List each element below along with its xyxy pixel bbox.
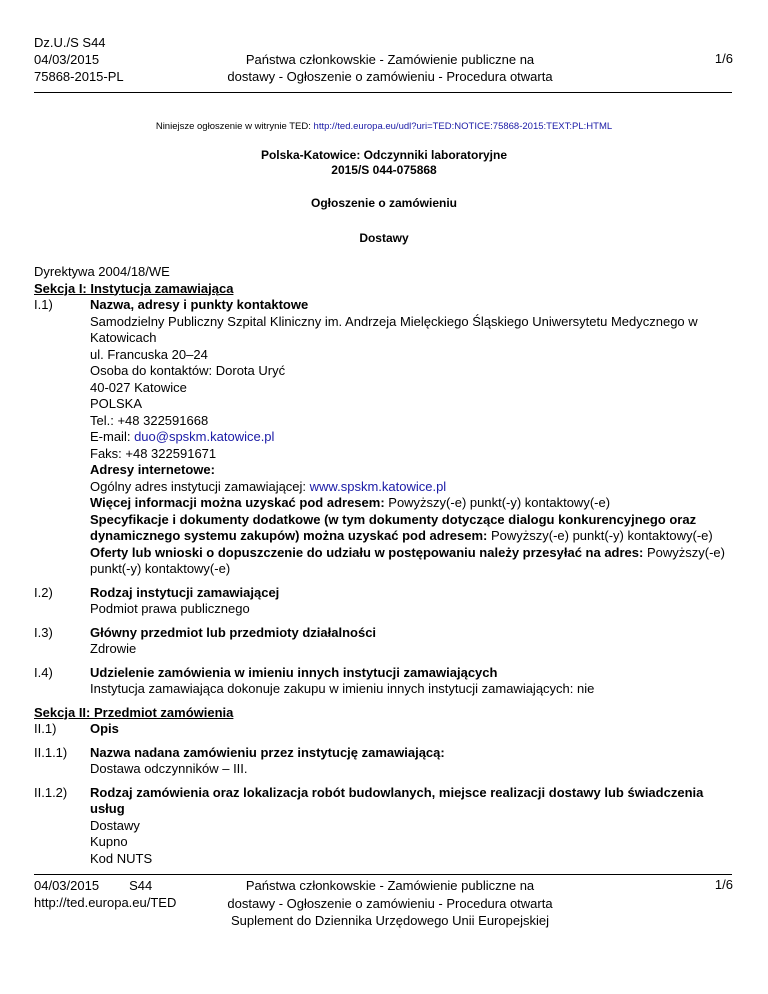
section-ii11-value: Dostawa odczynników – III.	[90, 761, 248, 776]
section-i2-number: I.2)	[34, 584, 53, 600]
section-ii1-heading: Opis	[90, 721, 119, 736]
contract-type: Dostawy	[359, 231, 409, 245]
section-ii12-heading-line1: Rodzaj zamówienia oraz lokalizacja robót budowlanych, miejsce realizacji dostawy lub świadczenia	[90, 784, 704, 800]
email-line	[90, 429, 734, 446]
email-link[interactable]: duo@spskm.katowice.pl	[134, 429, 275, 444]
section-i3-heading: Główny przedmiot lub przedmioty działalności	[90, 624, 377, 640]
section-i2-value: Podmiot prawa publicznego	[90, 601, 250, 616]
more-info-value: Powyższy(-e) punkt(-y) kontaktowy(-e)	[384, 495, 611, 510]
header-page-number: 1/6	[714, 51, 733, 66]
general-address-label: Ogólny adres instytucji zamawiającej:	[90, 478, 310, 494]
street-address: ul. Francuska 20–24	[90, 346, 208, 362]
section-ii12	[34, 785, 734, 868]
footer-page-number: 1/6	[714, 877, 733, 892]
footer-title-line1: Państwa członkowskie - Zamówienie publiczne na	[245, 878, 535, 893]
section-i3-number: I.3)	[34, 624, 53, 640]
telephone: Tel.: +48 322591668	[90, 412, 209, 428]
fax: Faks: +48 322591671	[90, 445, 217, 461]
general-address-link[interactable]: www.spskm.katowice.pl	[309, 478, 447, 494]
section-ii12-value-3: Kod NUTS	[90, 850, 153, 866]
organisation-name-line1: Samodzielny Publiczny Szpital Kliniczny im. Andrzeja Mielęckiego Śląskiego Uniwersytetu Medycznego w	[90, 313, 698, 329]
notice-body	[34, 264, 734, 867]
header-title-line2: dostawy - Ogłoszenie o zamówieniu - Procedura otwarta	[227, 69, 553, 84]
section-ii12-number: II.1.2)	[34, 784, 68, 800]
offers-label: Oferty lub wnioski o dopuszczenie do udziału w postępowaniu należy przesyłać na adres:	[90, 544, 644, 560]
ted-notice-link[interactable]: http://ted.europa.eu/udl?uri=TED:NOTICE:75868-2015:TEXT:PL:HTML	[313, 121, 613, 132]
section-ii1-number: II.1)	[34, 721, 57, 736]
more-info-label: Więcej informacji można uzyskać pod adresem:	[90, 495, 385, 510]
web-addresses-heading: Adresy internetowe:	[90, 462, 215, 477]
postal-code-city: 40-027 Katowice	[90, 379, 187, 395]
footer-issue: S44	[129, 878, 153, 893]
organisation-name-line2: Katowicach	[90, 330, 157, 345]
specifications-label-line1: Specyfikacje i dokumenty dodatkowe (w tym dokumenty dotyczące dialogu konkurencyjnego oraz	[90, 511, 697, 527]
header-date: 04/03/2015	[34, 52, 100, 67]
footer-title-line2: dostawy - Ogłoszenie o zamówieniu - Procedura otwarta	[227, 895, 553, 911]
section-2-heading: Sekcja II: Przedmiot zamówienia	[34, 704, 234, 720]
section-i3-value: Zdrowie	[90, 641, 137, 656]
notice-number: 2015/S 044-075868	[331, 163, 437, 177]
section-i4-number: I.4)	[34, 664, 53, 680]
footer-date: 04/03/2015	[34, 878, 100, 893]
ted-note	[0, 119, 768, 136]
section-i4-value: Instytucja zamawiająca dokonuje zakupu w imieniu innych instytucji zamawiających: nie	[90, 681, 595, 696]
section-1-heading: Sekcja I: Instytucja zamawiająca	[34, 280, 234, 296]
section-i2	[34, 585, 734, 618]
section-ii12-value-1: Dostawy	[90, 817, 140, 833]
footer-title-line3: Suplement do Dziennika Urzędowego Unii Europejskiej	[231, 913, 549, 928]
section-ii11-number: II.1.1)	[34, 744, 68, 760]
section-i3	[34, 625, 734, 658]
header-refs	[34, 34, 124, 85]
header-divider	[34, 92, 732, 93]
more-info-line	[90, 495, 734, 512]
notice-title-line1: Polska-Katowice: Odczynniki laboratoryjne	[260, 148, 508, 162]
footer-title	[200, 877, 580, 930]
section-i4	[34, 665, 734, 698]
specifications-value: Powyższy(-e) punkt(-y) kontaktowy(-e)	[487, 528, 713, 543]
section-i4-heading: Udzielenie zamówienia w imieniu innych instytucji zamawiających	[90, 664, 498, 680]
directive: Dyrektywa 2004/18/WE	[34, 264, 170, 279]
section-i1-number: I.1)	[34, 297, 53, 312]
email-label: E-mail:	[90, 429, 135, 444]
header-ref2: 75868-2015-PL	[34, 69, 124, 84]
footer-refs	[34, 877, 176, 911]
specifications-line	[90, 528, 734, 545]
offers-value-continued: punkt(-y) kontaktowy(-e)	[90, 561, 231, 576]
footer-url: http://ted.europa.eu/TED	[34, 895, 177, 910]
notice-type: Ogłoszenie o zamówieniu	[310, 196, 458, 210]
general-address-line	[90, 479, 734, 496]
ted-note-prefix: Niniejsze ogłoszenie w witrynie TED:	[155, 121, 314, 132]
section-ii11-heading: Nazwa nadana zamówieniu przez instytucję zamawiającą:	[90, 744, 445, 760]
section-ii12-value-2: Kupno	[90, 834, 128, 849]
offers-line	[90, 545, 734, 562]
section-i2-heading: Rodzaj instytucji zamawiającej	[90, 584, 280, 600]
contact-person: Osoba do kontaktów: Dorota Uryć	[90, 363, 286, 378]
section-ii12-heading-line2: usług	[90, 801, 125, 816]
section-i1-heading: Nazwa, adresy i punkty kontaktowe	[90, 297, 309, 312]
country: POLSKA	[90, 396, 143, 411]
specifications-label-line2: dynamicznego systemu zakupów) można uzyskać pod adresem:	[90, 528, 488, 543]
header-title	[200, 51, 580, 85]
footer-divider	[34, 874, 732, 875]
section-i1	[34, 297, 734, 578]
offers-value: Powyższy(-e)	[643, 544, 725, 560]
section-ii11	[34, 745, 734, 778]
notice-title	[0, 148, 768, 178]
header-title-line1: Państwa członkowskie - Zamówienie publiczne na	[245, 52, 535, 67]
header-ref1: Dz.U./S S44	[34, 35, 106, 50]
section-ii1	[34, 721, 734, 738]
